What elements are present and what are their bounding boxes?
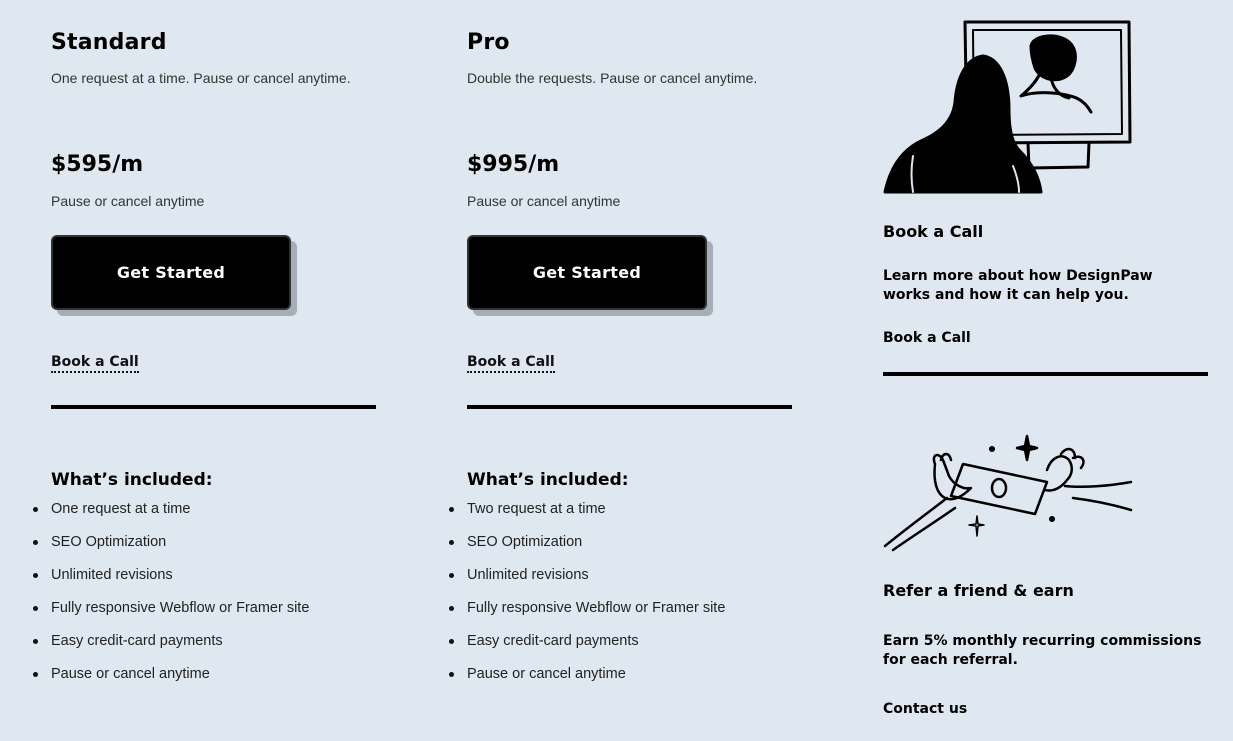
plan-description: Double the requests. Pause or cancel anytime. xyxy=(467,70,758,86)
get-started-button[interactable]: Get Started xyxy=(467,235,707,310)
plan-price: $995/m xyxy=(467,152,560,177)
feature-item: Fully responsive Webflow or Framer site xyxy=(449,597,725,630)
plan-price-note: Pause or cancel anytime xyxy=(51,193,205,209)
book-call-description: Learn more about how DesignPaw works and how it can help you. xyxy=(883,268,1153,303)
book-call-heading: Book a Call xyxy=(883,222,984,241)
feature-item: Unlimited revisions xyxy=(449,564,725,597)
feature-list xyxy=(33,498,309,696)
feature-item: SEO Optimization xyxy=(33,531,309,564)
video-call-illustration xyxy=(883,16,1133,196)
book-a-call-link[interactable]: Book a Call xyxy=(467,354,555,373)
feature-item: Unlimited revisions xyxy=(33,564,309,597)
plan-price-note: Pause or cancel anytime xyxy=(467,193,621,209)
money-handoff-illustration xyxy=(883,432,1133,552)
contact-us-link[interactable]: Contact us xyxy=(883,701,968,717)
included-heading: What’s included: xyxy=(51,470,213,490)
feature-item: Easy credit-card payments xyxy=(449,630,725,663)
feature-item: Pause or cancel anytime xyxy=(449,663,725,696)
plan-title: Pro xyxy=(467,30,510,55)
section-divider xyxy=(51,405,376,409)
included-heading: What’s included: xyxy=(467,470,629,490)
feature-list xyxy=(449,498,725,696)
feature-item: Pause or cancel anytime xyxy=(33,663,309,696)
feature-item: One request at a time xyxy=(33,498,309,531)
referral-description: Earn 5% monthly recurring commissions for each referral. xyxy=(883,633,1202,668)
book-a-call-link[interactable]: Book a Call xyxy=(51,354,139,373)
feature-item: SEO Optimization xyxy=(449,531,725,564)
section-divider xyxy=(883,372,1208,376)
feature-item: Fully responsive Webflow or Framer site xyxy=(33,597,309,630)
plan-title: Standard xyxy=(51,30,167,55)
referral-heading: Refer a friend & earn xyxy=(883,581,1074,600)
section-divider xyxy=(467,405,792,409)
get-started-button[interactable]: Get Started xyxy=(51,235,291,310)
book-call-link[interactable]: Book a Call xyxy=(883,330,971,346)
plan-description: One request at a time. Pause or cancel anytime. xyxy=(51,70,351,86)
plan-price: $595/m xyxy=(51,152,144,177)
feature-item: Two request at a time xyxy=(449,498,725,531)
feature-item: Easy credit-card payments xyxy=(33,630,309,663)
